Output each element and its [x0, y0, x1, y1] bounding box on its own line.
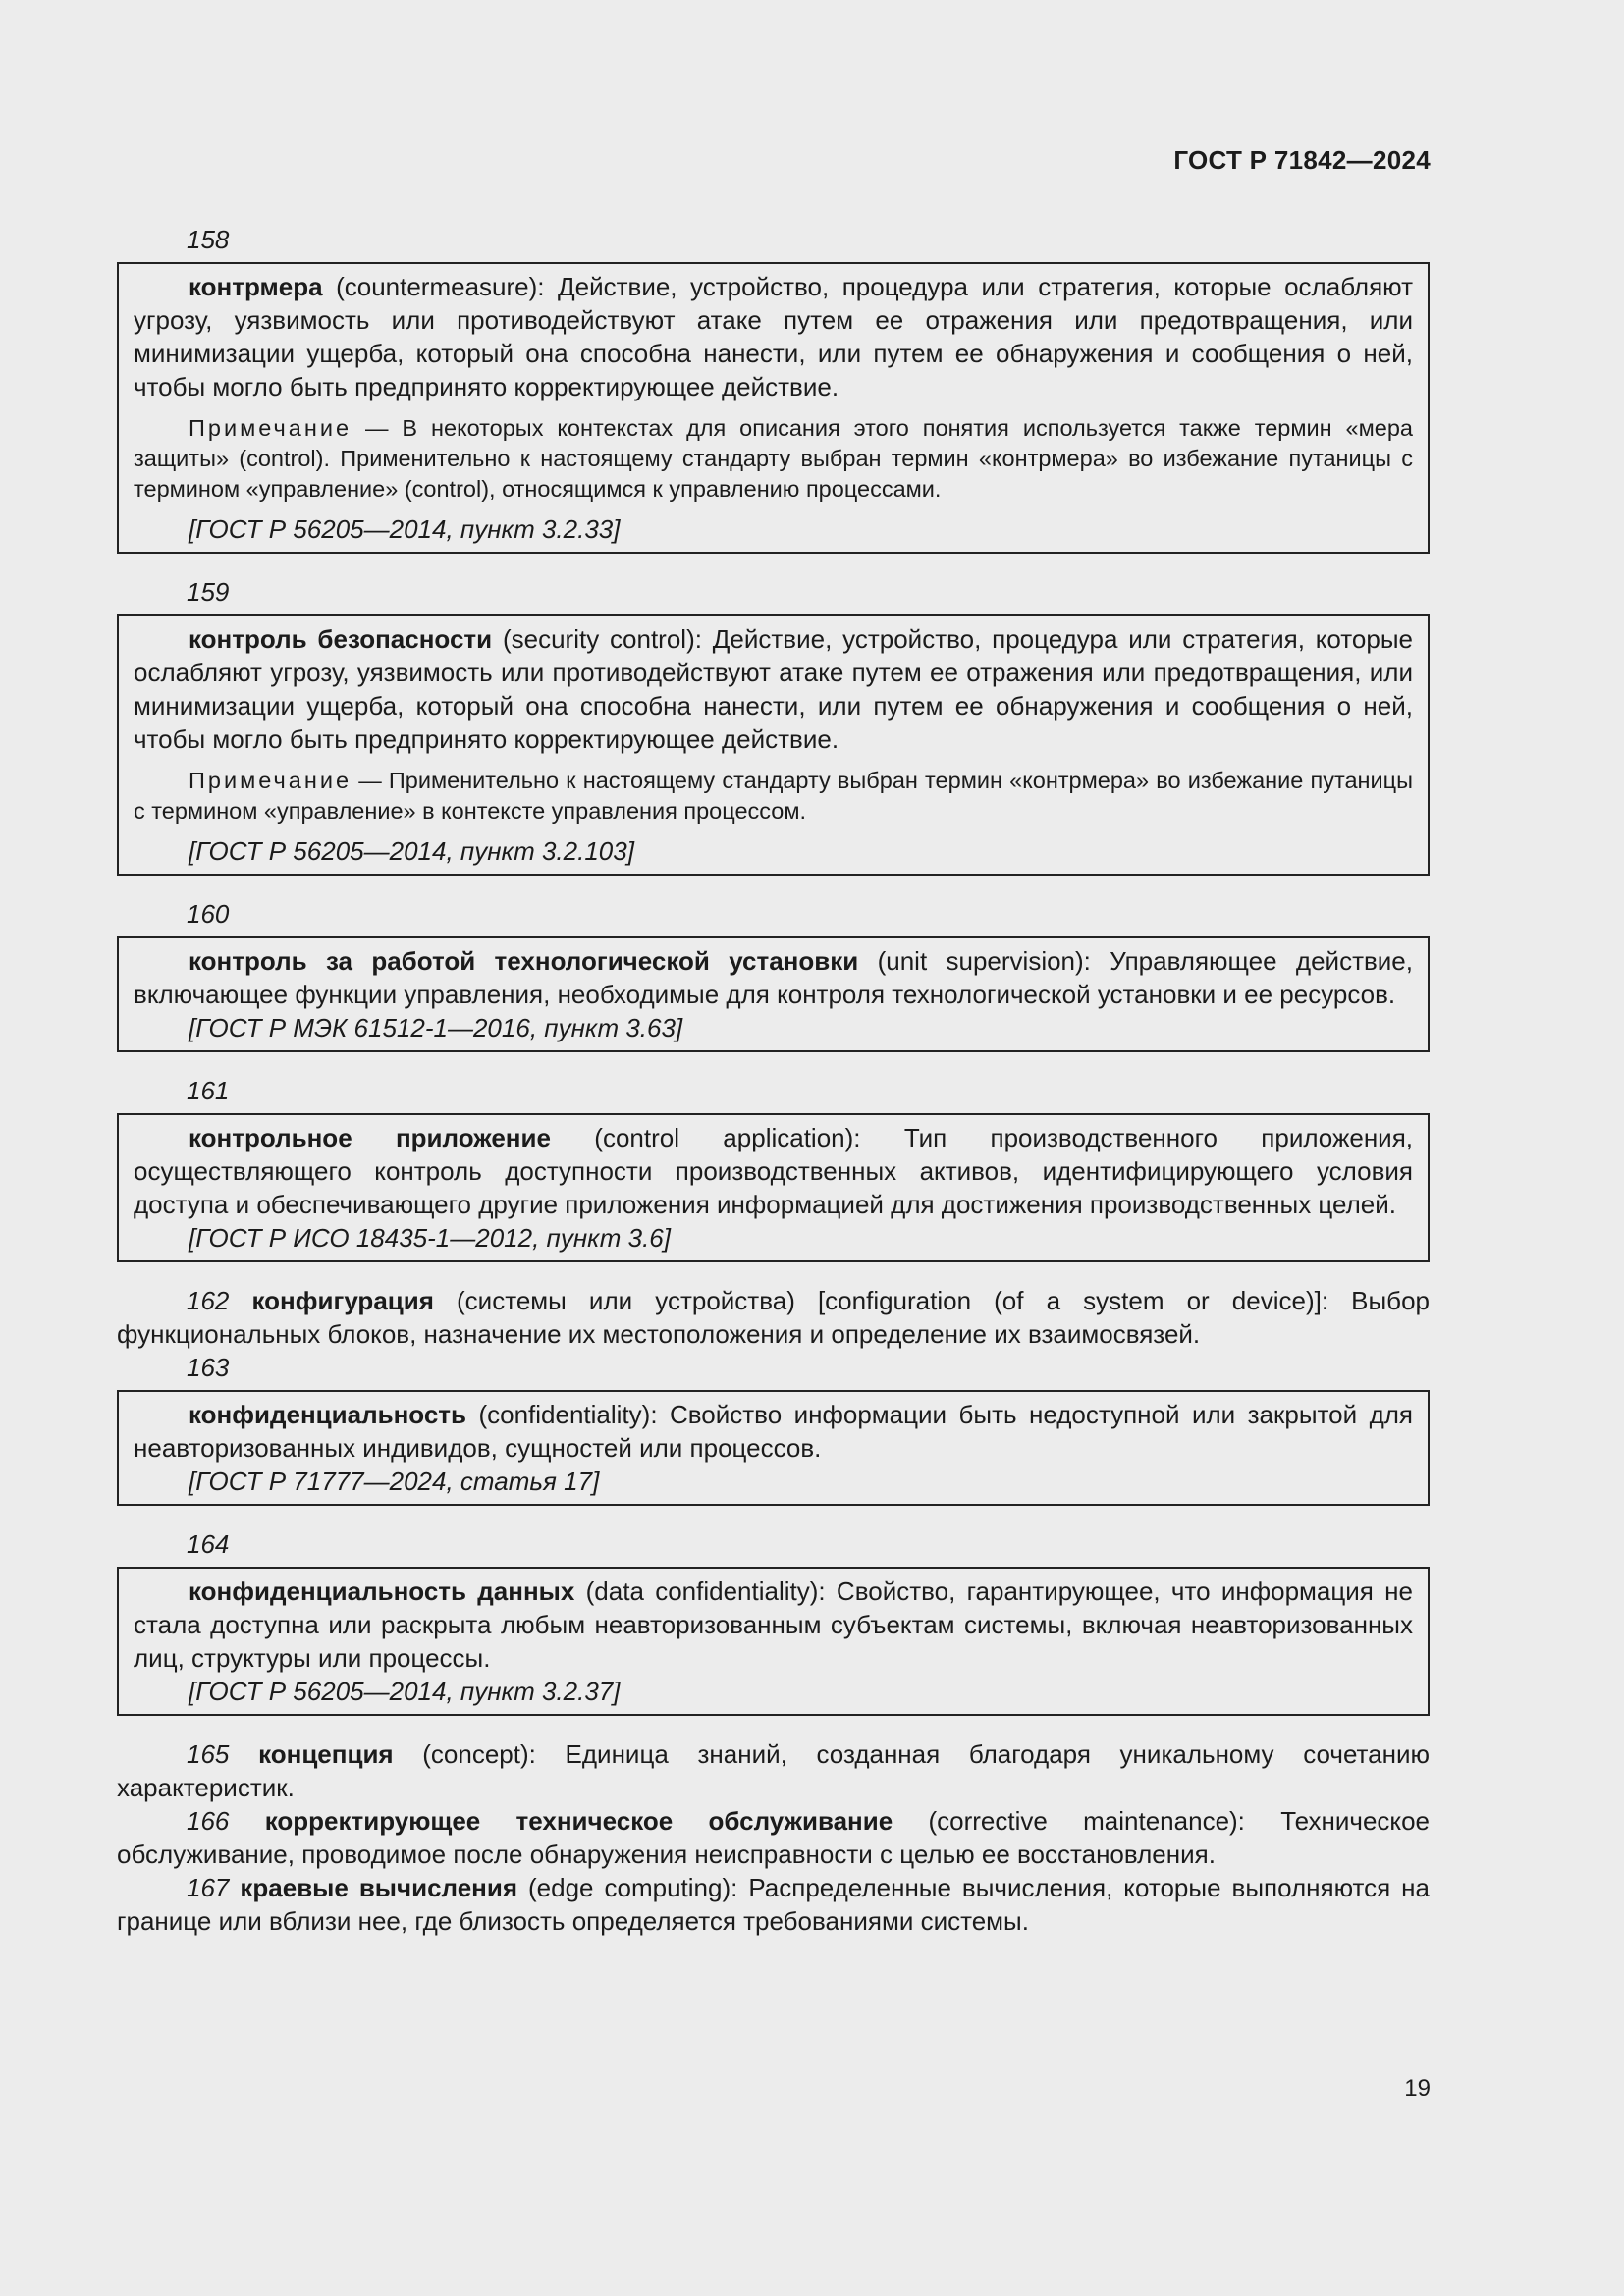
source-reference: [ГОСТ Р 71777—2024, статья 17]: [189, 1467, 600, 1496]
term: контроль за работой технологической установки: [189, 946, 859, 976]
term-box: [117, 1390, 1430, 1506]
term-definition: [134, 1121, 1413, 1221]
term-definition: [134, 944, 1413, 1011]
definition-text: (системы или устройства) [configuration (of a system or device)]: Выбор функциональных блоков, назначение их местоположения и определение их взаимосвязей.: [117, 1286, 1430, 1349]
definition-text: (confidentiality): Свойство информации быть недоступной или закрытой для неавторизованных индивидов, сущностей или процессов.: [134, 1400, 1413, 1463]
term: контроль безопасности: [189, 624, 493, 654]
term: конфиденциальность данных: [189, 1576, 575, 1606]
term-definition: [134, 1575, 1413, 1675]
term: контрольное приложение: [189, 1123, 551, 1152]
term: корректирующее техническое обслуживание: [264, 1806, 893, 1836]
note: [134, 413, 1413, 505]
page-number: 19: [1404, 2075, 1431, 2102]
term-box: [117, 1567, 1430, 1716]
entry-number: 158: [187, 225, 230, 254]
note-label: Примечание: [189, 768, 352, 793]
definition-text: (data confidentiality): Свойство, гарантирующее, что информация не стала доступна или раскрыта любым неавторизованным субъектам системы, включая неавторизованных лиц, структуры или процессы.: [134, 1576, 1413, 1673]
entry-number: 162: [187, 1286, 230, 1315]
term-definition: [134, 622, 1413, 756]
term-box: [117, 1113, 1430, 1262]
document-content: [117, 223, 1430, 1938]
source-reference: [ГОСТ Р 56205—2014, пункт 3.2.33]: [189, 514, 621, 544]
source-reference: [ГОСТ Р МЭК 61512-1—2016, пункт 3.63]: [189, 1013, 683, 1042]
note-text: — Применительно к настоящему стандарту выбран термин «контрмера» во избежание путаницы с термином «управление» в контексте управления процессом.: [134, 768, 1413, 824]
term: конфиденциальность: [189, 1400, 467, 1429]
term-definition: [134, 1398, 1413, 1465]
term-entry: [117, 1284, 1430, 1351]
note: [134, 766, 1413, 827]
document-header: ГОСТ Р 71842—2024: [1173, 145, 1431, 175]
source-reference: [ГОСТ Р ИСО 18435-1—2012, пункт 3.6]: [189, 1223, 671, 1253]
entry-number: 167: [187, 1873, 230, 1902]
term-definition: [134, 270, 1413, 403]
definition-text: (concept): Единица знаний, созданная благодаря уникальному сочетанию характеристик.: [117, 1739, 1430, 1802]
definition-text: (control application): Тип производственного приложения, осуществляющего контроль доступности производственных активов, идентифицирующего условия доступа и обеспечивающего другие приложения информацией для достижения производственных целей.: [134, 1123, 1414, 1219]
note-text: — В некоторых контекстах для описания этого понятия используется также термин «мера защиты» (control). Применительно к настоящему стандарту выбран термин «контрмера» во избежание путаницы с термином «управление» (control), относящимся к управлению процессами.: [134, 415, 1413, 502]
note-label: Примечание: [189, 415, 352, 441]
entry-number: 166: [187, 1806, 230, 1836]
term: краевые вычисления: [240, 1873, 518, 1902]
entry-number: 161: [187, 1076, 230, 1105]
definition-text: (security control): Действие, устройство, процедура или стратегия, которые ослабляют угрозу, уязвимость или противодействуют атаке путем ее отражения или предотвращения, или минимизации ущерба, который она способна нанести, или путем ее обнаружения и сообщения о ней, чтобы могло быть предпринято корректирующее действие.: [134, 624, 1413, 754]
entry-number: 165: [187, 1739, 230, 1769]
entry-number: 160: [187, 899, 230, 929]
term-entry: [117, 1871, 1430, 1938]
term-box: [117, 262, 1430, 554]
source-reference: [ГОСТ Р 56205—2014, пункт 3.2.103]: [189, 836, 634, 866]
term: концепция: [258, 1739, 394, 1769]
term: конфигурация: [251, 1286, 434, 1315]
term-box: [117, 614, 1430, 876]
entry-number: 163: [187, 1353, 230, 1382]
term: контрмера: [189, 272, 323, 301]
definition-text: (edge computing): Распределенные вычисления, которые выполняются на границе или вблизи нее, где близость определяется требованиями системы.: [117, 1873, 1430, 1936]
definition-text: (corrective maintenance): Техническое обслуживание, проводимое после обнаружения неисправности с целью ее восстановления.: [117, 1806, 1430, 1869]
term-entry: [117, 1737, 1430, 1804]
definition-text: (countermeasure): Действие, устройство, процедура или стратегия, которые ослабляют угрозу, уязвимость или противодействуют атаке путем ее отражения или предотвращения, или минимизации ущерба, который она способна нанести, или путем ее обнаружения и сообщения о ней, чтобы могло быть предпринято корректирующее действие.: [134, 272, 1413, 401]
definition-text: (unit supervision): Управляющее действие, включающее функции управления, необходимые для контроля технологической установки и ее ресурсов.: [134, 946, 1413, 1009]
term-box: [117, 936, 1430, 1052]
entry-number: 159: [187, 577, 230, 607]
entry-number: 164: [187, 1529, 230, 1559]
source-reference: [ГОСТ Р 56205—2014, пункт 3.2.37]: [189, 1677, 621, 1706]
term-entry: [117, 1804, 1430, 1871]
